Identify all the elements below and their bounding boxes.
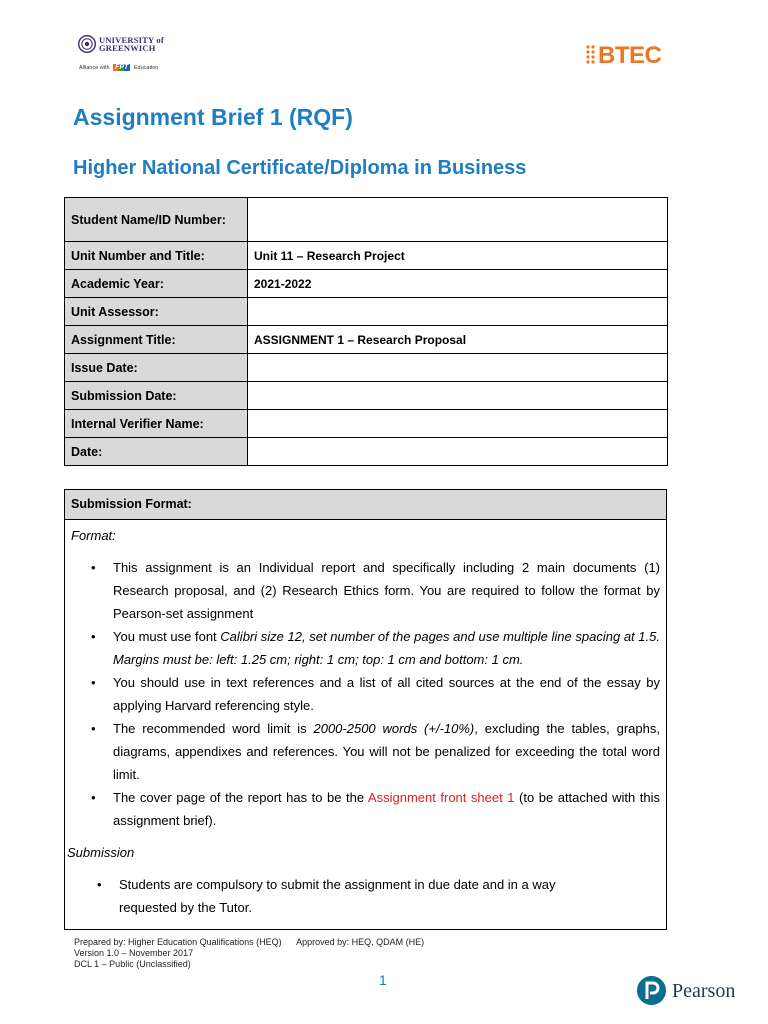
bullet-italic-text: 2000-2500 words (+/-10%): [313, 721, 475, 736]
info-value: [248, 198, 668, 242]
bullet-text: , excluding the tables, graphs, diagrams, appendixes and references. You will not be penalized for exceeding the total word limit.: [113, 721, 660, 782]
footer-approved-by: Approved by: HEQ, QDAM (HE): [296, 937, 425, 947]
format-bullet-list: [87, 556, 660, 832]
bullet-text: Students are compulsory to submit the assignment in due date and in a way requested by the Tutor.: [119, 877, 556, 915]
fpt-logo: FPT: [115, 64, 129, 71]
page-subtitle: Higher National Certificate/Diploma in Business: [73, 157, 527, 179]
submission-bullet-list: [93, 873, 613, 919]
footer-version: Version 1.0 – November 2017: [74, 948, 194, 958]
info-label: Unit Number and Title:: [65, 242, 248, 270]
pearson-wordmark: Pearson: [672, 980, 736, 1002]
info-value: [248, 438, 668, 466]
format-label: Format:: [71, 528, 116, 543]
bullet-text: The cover page of the report has to be the: [113, 790, 368, 805]
info-row: [65, 198, 668, 242]
info-row: [65, 438, 668, 466]
university-line-2: GREENWICH: [99, 43, 156, 53]
info-row: [65, 242, 668, 270]
page-number: 1: [379, 972, 387, 988]
format-bullet: [87, 786, 660, 832]
info-label: Date:: [65, 438, 248, 466]
document-footer: [74, 937, 424, 970]
info-value: [248, 410, 668, 438]
submission-format-box: [64, 489, 667, 930]
info-row: [65, 326, 668, 354]
format-bullet: [87, 625, 660, 671]
submission-label: Submission: [67, 845, 135, 860]
info-value: [248, 382, 668, 410]
format-bullet: [87, 556, 660, 625]
submission-bullet: [93, 873, 613, 919]
info-value: [248, 298, 668, 326]
bullet-italic-text: Calibri size 12, set number of the pages and use multiple line spacing at 1.5. Margins must be: left: 1.25 cm; right: 1 cm; top: 1 cm and bottom: 1 cm.: [113, 629, 660, 667]
bullet-dot-icon: •: [97, 877, 102, 892]
info-value: ASSIGNMENT 1 – Research Proposal: [248, 326, 668, 354]
bullet-text: This assignment is an Individual report and specifically including 2 main documents (1) Research proposal, and (2) Research Ethics form. You are required to follow the format by Pearson-set assignment: [113, 560, 660, 621]
alliance-suffix: Education: [133, 65, 159, 71]
university-line-1: UNIVERSITY of: [99, 35, 164, 45]
btec-wordmark: BTEC: [598, 42, 662, 69]
info-label: Submission Date:: [65, 382, 248, 410]
info-label: Student Name/ID Number:: [65, 198, 248, 242]
info-value: 2021-2022: [248, 270, 668, 298]
info-value: Unit 11 – Research Project: [248, 242, 668, 270]
footer-prepared-by: Prepared by: Higher Education Qualifications (HEQ): [74, 937, 282, 947]
university-name: [99, 36, 164, 52]
format-bullet: [87, 717, 660, 786]
footer-line-1: [74, 937, 424, 948]
info-row: [65, 410, 668, 438]
bullet-dot-icon: •: [91, 790, 96, 805]
bullet-dot-icon: •: [91, 560, 96, 575]
bullet-text: (to be attached with this assignment brief).: [113, 790, 660, 828]
pearson-mark-icon: [637, 976, 666, 1005]
page-header: [0, 0, 768, 90]
info-label: Assignment Title:: [65, 326, 248, 354]
alliance-prefix: Alliance with: [79, 65, 110, 71]
info-row: [65, 298, 668, 326]
bullet-dot-icon: •: [91, 721, 96, 736]
bullet-text: You should use in text references and a list of all cited sources at the end of the essay by applying Harvard referencing style.: [113, 675, 660, 713]
assignment-front-sheet-reference: Assignment front sheet 1: [367, 790, 515, 805]
info-label: Unit Assessor:: [65, 298, 248, 326]
info-row: [65, 270, 668, 298]
info-label: Issue Date:: [65, 354, 248, 382]
footer-dcl: DCL 1 – Public (Unclassified): [74, 959, 191, 969]
btec-dots-icon: [585, 44, 597, 68]
bullet-dot-icon: •: [91, 675, 96, 690]
university-crest-icon: [78, 35, 96, 53]
bullet-text: The recommended word limit is: [113, 721, 314, 736]
info-row: [65, 382, 668, 410]
university-logo: [78, 34, 178, 78]
format-bullet: [87, 671, 660, 717]
submission-format-heading: Submission Format:: [65, 490, 666, 520]
alliance-line: [79, 64, 158, 71]
bullet-dot-icon: •: [91, 629, 96, 644]
info-label: Internal Verifier Name:: [65, 410, 248, 438]
info-row: [65, 354, 668, 382]
info-label: Academic Year:: [65, 270, 248, 298]
info-value: [248, 354, 668, 382]
assignment-info-table: [64, 197, 668, 466]
bullet-text: You must use font: [113, 629, 221, 644]
page-title: Assignment Brief 1 (RQF): [73, 104, 353, 130]
